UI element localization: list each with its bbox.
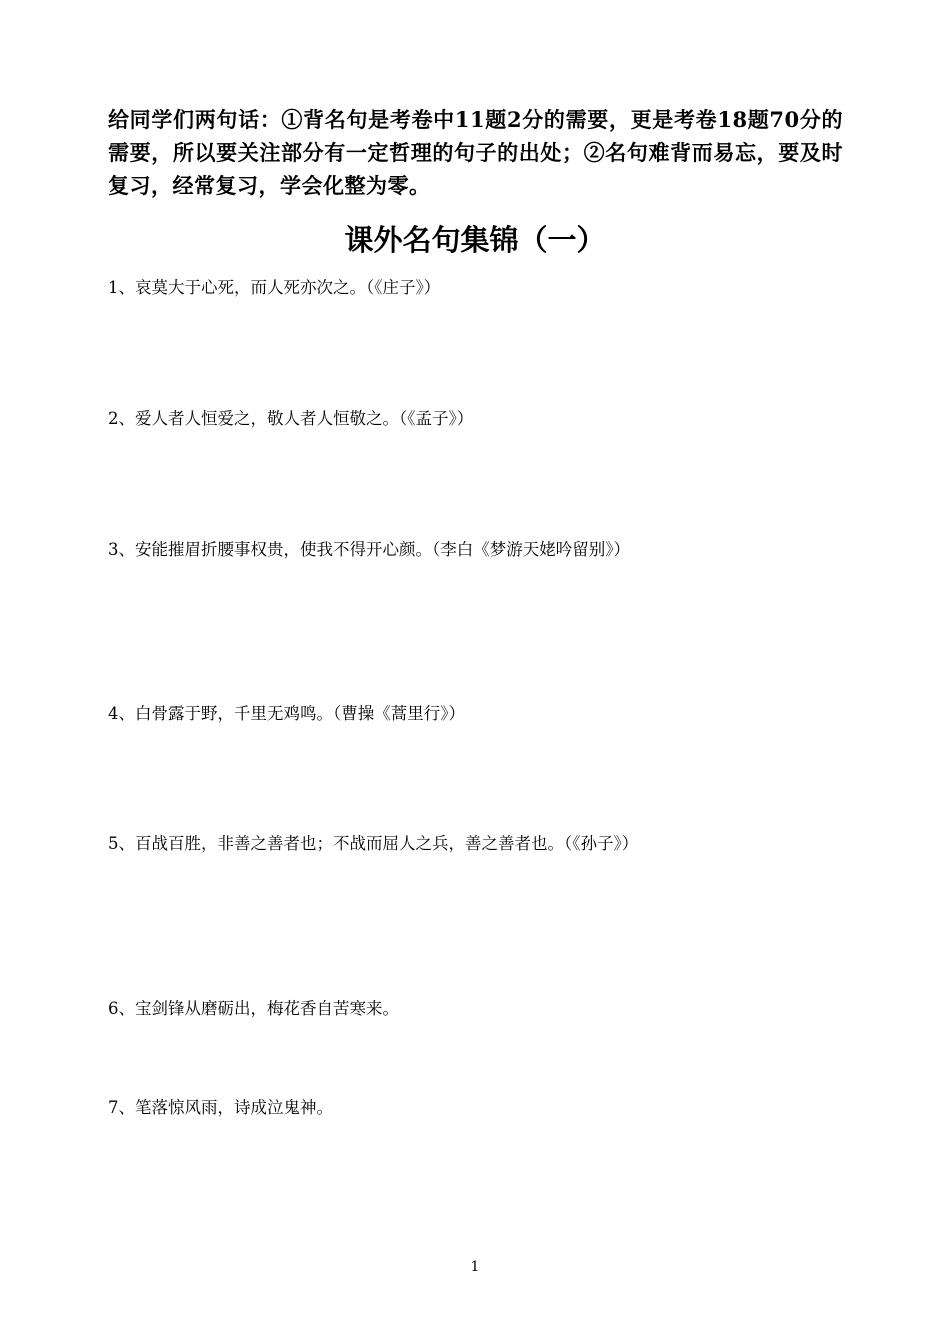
quote-item-6: 6、宝剑锋从磨砺出，梅花香自苦寒来。	[108, 999, 399, 1018]
page-title: 课外名句集锦（一）	[344, 223, 606, 257]
quote-item-7: 7、笔落惊风雨，诗成泣鬼神。	[108, 1098, 333, 1117]
quote-item-2: 2、爱人者人恒爱之，敬人者人恒敬之。（《孟子》）	[108, 409, 474, 428]
intro-paragraph: 给同学们两句话：①背名句是考卷中11题2分的需要，更是考卷18题70分的需要，所以要关注部分有一定哲理的句子的出处；②名句难背而易忘，要及时复习，经常复习，学会化整为零。	[108, 107, 843, 198]
quote-item-3: 3、安能摧眉折腰事权贵，使我不得开心颜。（李白《梦游天姥吟留别》）	[108, 540, 630, 559]
quote-item-5: 5、百战百胜，非善之善者也；不战而屈人之兵，善之善者也。（《孙子》）	[108, 834, 639, 853]
quote-item-4: 4、白骨露于野，千里无鸡鸣。（曹操《蒿里行》）	[108, 704, 465, 723]
quote-item-1: 1、哀莫大于心死，而人死亦次之。（《庄子》）	[108, 278, 441, 297]
page-number: 1	[470, 1259, 480, 1275]
